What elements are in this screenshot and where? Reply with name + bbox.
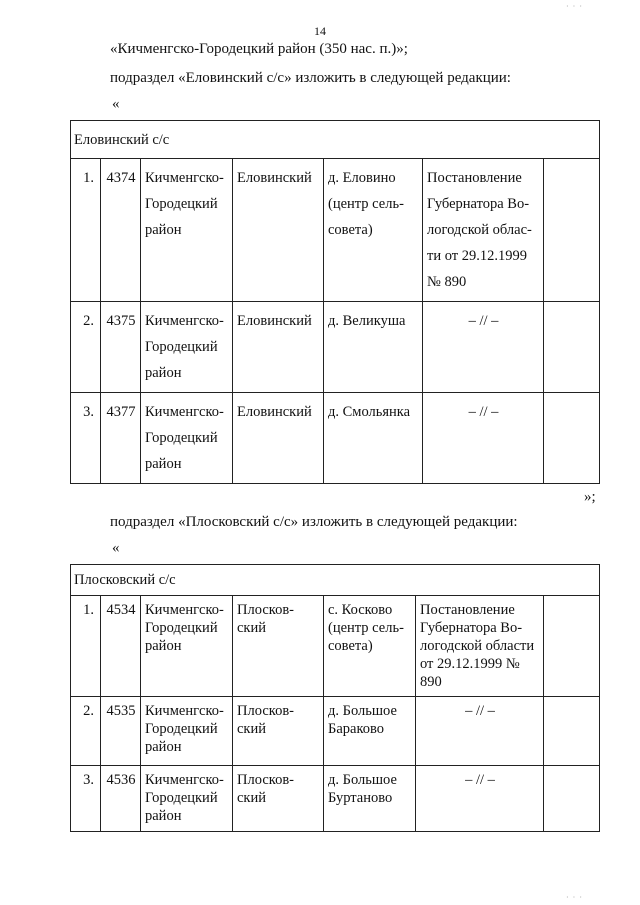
settlement-code: 4535 [101, 697, 141, 766]
note-cell [544, 766, 600, 832]
settlement-cell: с. Косково (центр сель- совета) [324, 596, 416, 697]
section2-title: Плосковский с/с [71, 565, 600, 596]
council-cell: Плосков- ский [233, 766, 324, 832]
note-cell [544, 596, 600, 697]
section2-open-quote: « [112, 540, 120, 556]
note-cell [544, 697, 600, 766]
page-number: 14 [314, 24, 326, 38]
council-cell: Еловинский [233, 302, 324, 393]
scan-mark-top: · · · [566, 2, 583, 11]
section1-close-quote: »; [584, 489, 596, 505]
row-number: 1. [71, 159, 101, 302]
document-cell: Постановление Губернатора Во- логодской облас- ти от 29.12.1999 № 890 [423, 159, 544, 302]
table-row [71, 302, 600, 393]
district-cell: Кичменгско- Городецкий район [141, 302, 233, 393]
district-cell: Кичменгско- Городецкий район [141, 159, 233, 302]
row-number: 2. [71, 302, 101, 393]
settlement-code: 4534 [101, 596, 141, 697]
settlement-cell: д. Еловино (центр сель- совета) [324, 159, 423, 302]
document-cell: Постановление Губернатора Во- логодской области от 29.12.1999 № 890 [416, 596, 544, 697]
note-cell [544, 393, 600, 484]
district-cell: Кичменгско- Городецкий район [141, 393, 233, 484]
section2-intro: подраздел «Плосковский с/с» изложить в следующей редакции: [110, 514, 518, 530]
council-cell: Еловинский [233, 159, 324, 302]
settlement-cell: д. Смольянка [324, 393, 423, 484]
section1-title: Еловинский с/с [71, 121, 600, 159]
document-cell: – // – [423, 302, 544, 393]
settlement-cell: д. Великуша [324, 302, 423, 393]
section1-intro: подраздел «Еловинский с/с» изложить в следующей редакции: [110, 70, 511, 86]
table-row [71, 393, 600, 484]
scan-mark-bottom: · · · [566, 893, 583, 902]
document-cell: – // – [416, 766, 544, 832]
top-line: «Кичменгско-Городецкий район (350 нас. п.)»; [110, 41, 408, 57]
section1-table [70, 120, 600, 484]
document-cell: – // – [423, 393, 544, 484]
row-number: 3. [71, 766, 101, 832]
settlement-code: 4374 [101, 159, 141, 302]
settlement-cell: д. Большое Бараково [324, 697, 416, 766]
row-number: 1. [71, 596, 101, 697]
settlement-cell: д. Большое Буртаново [324, 766, 416, 832]
table-row [71, 697, 600, 766]
row-number: 3. [71, 393, 101, 484]
settlement-code: 4377 [101, 393, 141, 484]
table-row [71, 159, 600, 302]
council-cell: Плосков- ский [233, 596, 324, 697]
district-cell: Кичменгско- Городецкий район [141, 596, 233, 697]
settlement-code: 4375 [101, 302, 141, 393]
note-cell [544, 302, 600, 393]
section2-table [70, 564, 600, 832]
section1-open-quote: « [112, 96, 120, 112]
council-cell: Еловинский [233, 393, 324, 484]
table-row [71, 766, 600, 832]
council-cell: Плосков- ский [233, 697, 324, 766]
table-row [71, 596, 600, 697]
row-number: 2. [71, 697, 101, 766]
district-cell: Кичменгско- Городецкий район [141, 697, 233, 766]
document-cell: – // – [416, 697, 544, 766]
district-cell: Кичменгско- Городецкий район [141, 766, 233, 832]
note-cell [544, 159, 600, 302]
settlement-code: 4536 [101, 766, 141, 832]
